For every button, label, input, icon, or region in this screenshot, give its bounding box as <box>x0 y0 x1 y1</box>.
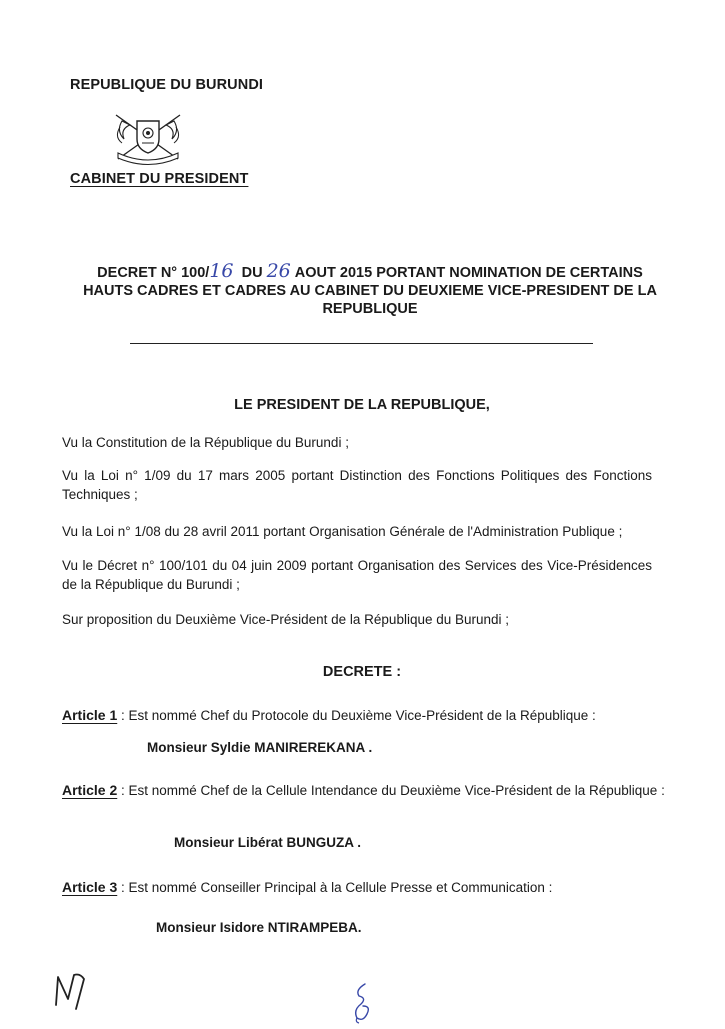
article-1-appointee: Monsieur Syldie MANIREREKANA . <box>147 740 373 755</box>
handwritten-initials-left <box>50 965 110 1015</box>
article-3-label: Article 3 <box>62 879 118 895</box>
decree-title-line-3: REPUBLIQUE <box>322 301 418 317</box>
article-2-text: : Est nommé Chef de la Cellule Intendance du Deuxième Vice-Président de la République : <box>117 783 665 798</box>
handwritten-decree-number: 16 <box>209 260 234 282</box>
handwritten-initials-center <box>345 980 385 1024</box>
decrete-heading: DECRETE : <box>322 664 402 680</box>
article-1 <box>62 706 717 725</box>
decree-du: DU <box>241 265 263 281</box>
article-2 <box>62 781 717 800</box>
article-3-text: : Est nommé Conseiller Principal à la Cellule Presse et Communication : <box>117 880 553 895</box>
decree-title <box>70 262 670 318</box>
decree-title-line-2: HAUTS CADRES ET CADRES AU CABINET DU DEUXIEME VICE-PRESIDENT DE LA <box>83 283 657 299</box>
country-name: REPUBLIQUE DU BURUNDI <box>70 77 264 93</box>
visa-law-2005: Vu la Loi n° 1/09 du 17 mars 2005 portant Distinction des Fonctions Politiques des Fonctions Techniques ; <box>62 468 652 502</box>
visa-constitution: Vu la Constitution de la République du Burundi ; <box>62 435 349 450</box>
article-1-label: Article 1 <box>62 707 118 723</box>
proposal-line: Sur proposition du Deuxième Vice-Président de la République du Burundi ; <box>62 612 510 627</box>
decree-prefix: DECRET N° 100/ <box>97 265 210 281</box>
visa-decree-2009: Vu le Décret n° 100/101 du 04 juin 2009 portant Organisation des Services des Vice-Présidences de la République du Burundi ; <box>62 558 652 592</box>
visa-law-2011: Vu la Loi n° 1/08 du 28 avril 2011 portant Organisation Générale de l'Administration Publique ; <box>62 524 623 539</box>
article-2-label: Article 2 <box>62 782 118 798</box>
title-divider <box>130 343 593 344</box>
article-2-appointee: Monsieur Libérat BUNGUZA . <box>174 835 362 850</box>
article-3-appointee: Monsieur Isidore NTIRAMPEBA. <box>156 920 362 935</box>
decree-title-line-1 <box>70 262 670 282</box>
authority-heading: LE PRESIDENT DE LA REPUBLIQUE, <box>234 397 490 413</box>
handwritten-decree-day: 26 <box>266 260 291 282</box>
coat-of-arms-emblem <box>108 109 188 169</box>
article-3 <box>62 878 717 897</box>
decree-title-rest: AOUT 2015 PORTANT NOMINATION DE CERTAINS <box>294 265 643 281</box>
cabinet-name: CABINET DU PRESIDENT <box>70 171 249 187</box>
article-1-text: : Est nommé Chef du Protocole du Deuxième Vice-Président de la République : <box>117 708 596 723</box>
